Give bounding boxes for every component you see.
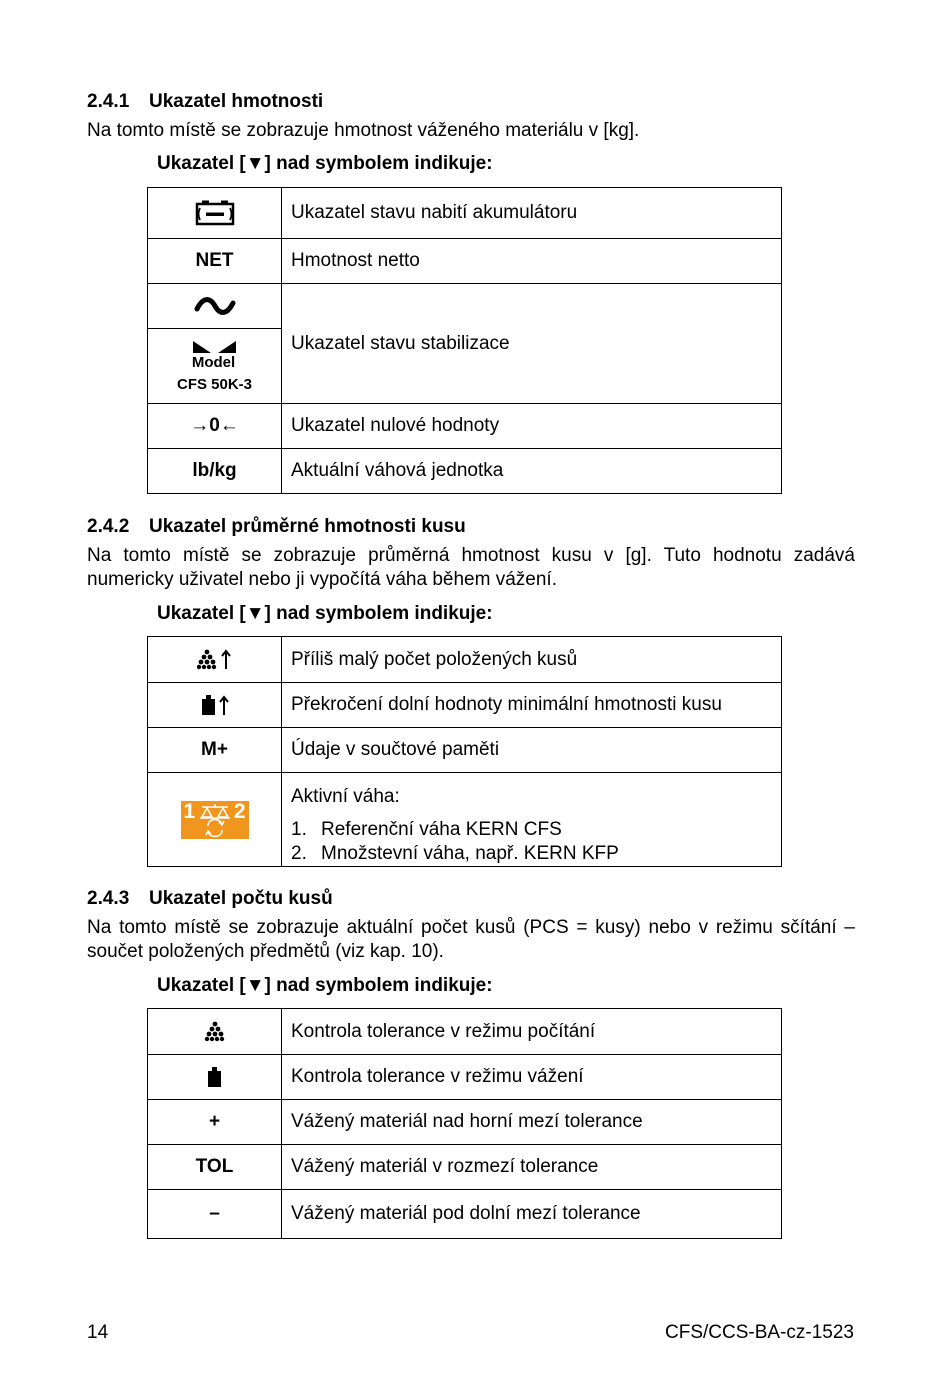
symbol-plus: +: [148, 1100, 282, 1145]
symbol-zero: →0←: [148, 404, 282, 449]
weight-arrow-up-icon: [200, 694, 230, 715]
symbol-minus: –: [148, 1190, 282, 1239]
section-text: Na tomto místě se zobrazuje aktuální počet kusů (PCS = kusy) nebo v režimu sčítání – součet položených předmětů (viz kap. 10).: [87, 917, 855, 962]
symbol-unit: lb/kg: [148, 449, 282, 494]
table-row: [148, 1055, 782, 1100]
symbol-cell: [148, 683, 282, 728]
description-cell: Vážený materiál v rozmezí tolerance: [282, 1145, 782, 1190]
weight-icon: [206, 1066, 224, 1087]
description-cell: Vážený materiál nad horní mezí tolerance: [282, 1100, 782, 1145]
section-number: 2.4.1: [87, 91, 130, 112]
table-row: [148, 239, 782, 284]
symbol-cell: [148, 188, 282, 239]
table-row: [148, 683, 782, 728]
section-title: Ukazatel průměrné hmotnosti kusu: [149, 516, 466, 537]
symbol-table-weight: [147, 187, 782, 494]
section-heading-2-4-2: [87, 516, 466, 538]
section-heading-2-4-1: [87, 91, 323, 113]
symbol-cell: [148, 1009, 282, 1055]
document-code: CFS/CCS-BA-cz-1523: [665, 1322, 854, 1343]
list-item: [291, 842, 781, 866]
section-number: 2.4.2: [87, 516, 130, 537]
list-number: 1.: [291, 819, 307, 840]
description-cell: Aktuální váhová jednotka: [282, 449, 782, 494]
list-item: [291, 818, 781, 842]
symbol-cell: [148, 1055, 282, 1100]
description-cell: Překročení dolní hodnoty minimální hmotnosti kusu: [282, 683, 782, 728]
table-row: [148, 188, 782, 239]
symbol-net: NET: [148, 239, 282, 284]
description-cell: Ukazatel nulové hodnoty: [282, 404, 782, 449]
symbol-table-avg-weight: [147, 636, 782, 867]
description-cell: Kontrola tolerance v režimu vážení: [282, 1055, 782, 1100]
symbol-cell: [148, 637, 282, 683]
table-row: [148, 1009, 782, 1055]
section-title: Ukazatel hmotnosti: [149, 91, 324, 112]
active-scale-list: [291, 818, 781, 866]
active-scale-label: Aktivní váha:: [291, 786, 400, 807]
description-cell: [282, 773, 782, 867]
table-row: [148, 1145, 782, 1190]
pieces-icon: [204, 1021, 226, 1042]
description-cell: Ukazatel stavu nabití akumulátoru: [282, 188, 782, 239]
table-row: [148, 1100, 782, 1145]
symbol-cell: [148, 329, 282, 404]
table-row: [148, 728, 782, 773]
symbol-cell: [148, 773, 282, 867]
symbol-cell: [148, 284, 282, 329]
symbol-memory: M+: [148, 728, 282, 773]
pieces-arrow-up-icon: [197, 649, 233, 670]
symbol-tol: TOL: [148, 1145, 282, 1190]
section-title: Ukazatel počtu kusů: [149, 888, 333, 909]
badge-right: 2: [233, 799, 246, 823]
description-cell: Údaje v součtové paměti: [282, 728, 782, 773]
badge-left: 1: [183, 799, 196, 823]
section-text: Na tomto místě se zobrazuje průměrná hmotnost kusu v [g]. Tuto hodnotu zadává numericky uživatel nebo ji vypočítá váha během vážení.: [87, 545, 855, 590]
list-text: Množstevní váha, např. KERN KFP: [321, 843, 619, 864]
active-scale-icon: [181, 801, 249, 839]
description-cell: Vážený materiál pod dolní mezí tolerance: [282, 1190, 782, 1239]
indicator-caption: Ukazatel [▼] nad symbolem indikuje:: [157, 153, 493, 174]
battery-icon: [193, 202, 237, 223]
table-row: [148, 449, 782, 494]
description-cell: Příliš malý počet položených kusů: [282, 637, 782, 683]
section-text: Na tomto místě se zobrazuje hmotnost váženého materiálu v [kg].: [87, 120, 640, 141]
description-cell: Kontrola tolerance v režimu počítání: [282, 1009, 782, 1055]
model-name: CFS 50K-3: [176, 376, 253, 393]
tilde-stability-icon: [194, 295, 236, 316]
model-label: Model: [191, 354, 236, 371]
table-row: [148, 637, 782, 683]
section-number: 2.4.3: [87, 888, 130, 909]
indicator-caption: Ukazatel [▼] nad symbolem indikuje:: [157, 603, 493, 624]
list-number: 2.: [291, 843, 307, 864]
table-row: [148, 773, 782, 867]
page-number: 14: [87, 1322, 109, 1343]
description-cell: Ukazatel stavu stabilizace: [282, 284, 782, 404]
section-heading-2-4-3: [87, 888, 333, 910]
indicator-caption: Ukazatel [▼] nad symbolem indikuje:: [157, 975, 493, 996]
symbol-table-count: [147, 1008, 782, 1239]
table-row: [148, 1190, 782, 1239]
table-row: [148, 404, 782, 449]
description-cell: Hmotnost netto: [282, 239, 782, 284]
table-row: [148, 284, 782, 329]
list-text: Referenční váha KERN CFS: [321, 819, 562, 840]
